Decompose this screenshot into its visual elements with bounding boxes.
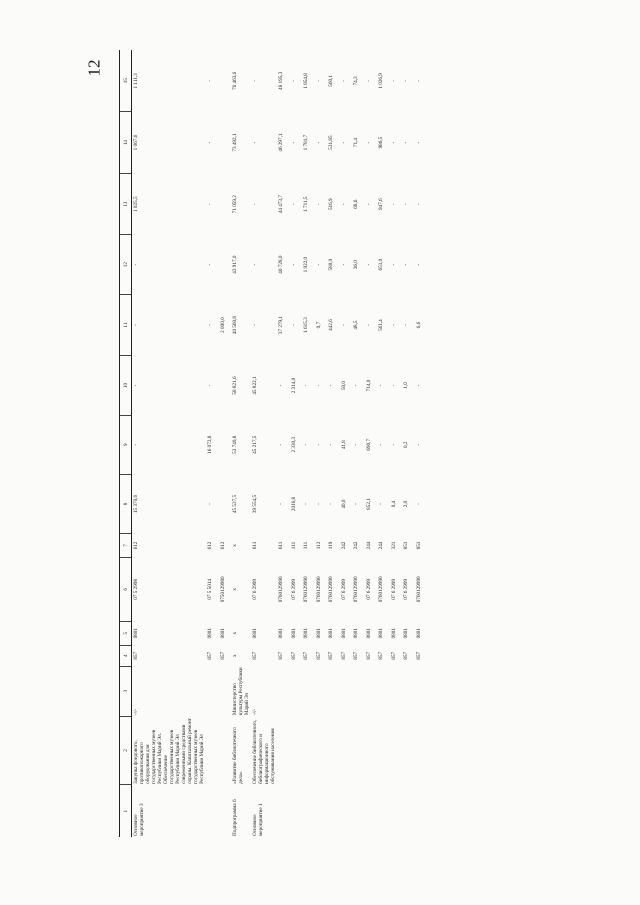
table-cell: 0750129980 xyxy=(219,576,226,603)
table-cell: 111 xyxy=(290,541,297,550)
table-cell: 857 xyxy=(403,651,409,660)
column-header: 6 xyxy=(120,557,132,621)
table-cell: - xyxy=(365,324,372,326)
table-cell: 857 xyxy=(278,651,284,660)
table-cell: - xyxy=(365,141,372,144)
table-cell xyxy=(290,785,303,837)
table-cell: 0801 xyxy=(378,628,384,639)
table-row xyxy=(377,50,390,837)
table-cell: 119 xyxy=(328,541,334,550)
table-cell: 48 195,3 xyxy=(278,71,284,90)
table-cell xyxy=(219,112,232,174)
table-cell: 44 473,7 xyxy=(278,195,284,214)
table-cell: - xyxy=(390,141,397,144)
table-cell: 690,7 xyxy=(365,438,372,451)
table-cell xyxy=(377,666,390,716)
table-cell: 0,2 xyxy=(403,441,409,448)
table-cell: 0760129990 xyxy=(415,576,422,603)
column-header: 12 xyxy=(120,235,132,294)
column-header: 10 xyxy=(120,356,132,415)
table-cell: 76 463,6 xyxy=(232,71,238,90)
table-row xyxy=(415,50,428,837)
table-cell: - xyxy=(365,80,372,82)
table-row xyxy=(365,50,378,837)
table-cell: 0801 xyxy=(207,628,213,639)
table-cell: 45 822,1 xyxy=(252,376,258,395)
table-cell: 07 6 2999 xyxy=(252,578,258,600)
table-cell: 0801 xyxy=(415,628,422,639)
table-cell xyxy=(206,716,219,785)
table-cell: 2 330,3 xyxy=(290,436,297,453)
table-cell: - xyxy=(207,263,213,266)
table-cell: Закупка фондового, противопожарного оборудования для государственных музеев Республики Марий Эл. Обеспечение государственных музеев Республики Марий Эл современными средствами охраны. Капитальный ремонт государственных музеев Республики Марий Эл xyxy=(133,718,205,784)
table-cell: 40 560,8 xyxy=(232,315,238,335)
table-cell: -//- xyxy=(252,708,258,716)
table-cell xyxy=(365,716,378,785)
column-header: 5 xyxy=(120,621,132,645)
table-row xyxy=(132,50,207,837)
table-cell: 0801 xyxy=(403,628,409,639)
table-cell xyxy=(206,785,219,837)
table-cell xyxy=(340,716,353,785)
table-cell: - xyxy=(252,141,258,144)
table-cell xyxy=(390,666,403,716)
table-cell: - xyxy=(133,443,139,446)
table-cell: - xyxy=(353,443,359,446)
table-cell: 0801 xyxy=(390,628,397,639)
table-row xyxy=(315,50,328,837)
table-cell: 112 xyxy=(315,541,322,550)
table-cell: 0801 xyxy=(133,628,139,639)
table-cell xyxy=(219,173,232,235)
table-row xyxy=(251,50,277,837)
table-cell xyxy=(365,666,378,716)
table-cell xyxy=(219,356,232,415)
table-cell xyxy=(277,666,290,716)
table-cell: 531,85 xyxy=(328,135,334,150)
table-cell: - xyxy=(390,263,397,266)
table-cell xyxy=(340,666,353,716)
table-cell: 37 279,1 xyxy=(278,315,284,335)
table-row xyxy=(206,50,219,837)
table-cell: 71 059,2 xyxy=(232,195,238,214)
column-header: 1 xyxy=(120,785,132,837)
table-cell: - xyxy=(415,503,422,505)
table-cell: 0760129990 xyxy=(278,576,284,603)
table-cell xyxy=(365,785,378,837)
table-cell: х xyxy=(232,544,238,547)
table-cell: - xyxy=(378,503,384,505)
table-cell: 07 5 5014 xyxy=(207,578,213,600)
table-cell: 857 xyxy=(415,651,422,660)
table-cell xyxy=(315,716,328,785)
table-cell: - xyxy=(390,203,397,206)
table-cell xyxy=(327,716,340,785)
table-cell xyxy=(352,716,365,785)
table-row xyxy=(219,50,232,837)
table-cell: - xyxy=(365,203,372,206)
table-cell: 852,1 xyxy=(365,498,372,510)
table-cell xyxy=(219,50,232,112)
table-cell: -//- xyxy=(133,708,139,716)
table-cell: 857 xyxy=(219,651,226,660)
table-row xyxy=(352,50,365,837)
table-cell xyxy=(315,785,328,837)
table-cell: 46 297,1 xyxy=(278,133,284,152)
table-cell: - xyxy=(290,324,297,326)
table-cell: - xyxy=(290,80,297,82)
column-header: 4 xyxy=(120,645,132,666)
table-cell: - xyxy=(252,263,258,266)
table-cell: - xyxy=(403,324,409,326)
table-cell: - xyxy=(328,503,334,505)
table-cell: - xyxy=(278,384,284,387)
table-cell: 6,6 xyxy=(415,321,422,329)
table-cell: 0801 xyxy=(219,628,226,639)
table-cell: 39 554,5 xyxy=(252,494,258,514)
table-cell: 857 xyxy=(328,651,334,660)
table-cell: - xyxy=(390,80,397,82)
table-cell: - xyxy=(133,263,139,266)
table-cell: 1 781,7 xyxy=(303,134,309,151)
table-cell: 07 6 2999 xyxy=(340,578,347,600)
table-cell: 68,6 xyxy=(353,199,359,209)
table-cell: 580,0 xyxy=(328,258,334,271)
table-row xyxy=(402,50,415,837)
table-cell: - xyxy=(328,443,334,446)
table-cell: - xyxy=(278,503,284,505)
table-cell xyxy=(315,666,328,716)
table-cell: - xyxy=(403,203,409,206)
table-cell xyxy=(415,785,428,837)
table-cell: - xyxy=(340,80,347,82)
table-cell: 321 xyxy=(390,541,397,550)
table-row xyxy=(290,50,303,837)
table-cell xyxy=(219,415,232,474)
table-cell: - xyxy=(315,443,322,446)
table-cell: Министерство культуры Республики Марий Эл xyxy=(232,667,250,716)
table-cell: - xyxy=(403,141,409,144)
table-cell: 0760129990 xyxy=(353,576,359,603)
table-cell: х xyxy=(232,654,238,657)
table-cell: Подпрограмма 6 xyxy=(232,799,238,836)
table-cell: 612 xyxy=(219,541,226,550)
table-cell: 74,3 xyxy=(353,76,359,86)
table-cell: 16 072,8 xyxy=(207,435,213,454)
table-cell: 611 xyxy=(278,541,284,550)
table-cell: 857 xyxy=(353,651,359,660)
table-cell: - xyxy=(340,141,347,144)
table-body xyxy=(132,50,428,837)
table-cell: 2 314,0 xyxy=(290,377,297,394)
budget-table xyxy=(119,50,427,837)
table-cell xyxy=(219,785,232,837)
table-cell: 1 111,3 xyxy=(133,73,139,89)
table-cell: 857 xyxy=(290,651,297,660)
table-cell xyxy=(219,716,232,785)
table-cell: х xyxy=(232,631,238,635)
table-cell: 2016,8 xyxy=(290,496,297,512)
table-cell: - xyxy=(207,203,213,206)
table-cell xyxy=(302,785,315,837)
table-cell: 111 xyxy=(303,541,309,550)
table-cell xyxy=(290,666,303,716)
table-cell: - xyxy=(315,503,322,505)
table-cell: 986,5 xyxy=(378,136,384,149)
table-cell: - xyxy=(315,384,322,387)
table-cell xyxy=(415,716,428,785)
table-cell: 244 xyxy=(378,541,384,550)
table-cell: 1 711,5 xyxy=(303,196,309,212)
table-cell: 651,0 xyxy=(378,258,384,271)
table-cell: - xyxy=(340,203,347,206)
table-cell xyxy=(277,716,290,785)
table-cell: - xyxy=(415,80,422,82)
table-cell: 1 026,9 xyxy=(378,73,384,89)
table-cell: 1 615,3 xyxy=(303,317,309,333)
table-cell: - xyxy=(315,263,322,266)
table-cell: 242 xyxy=(353,541,359,550)
table-cell xyxy=(390,785,403,837)
table-cell: - xyxy=(290,263,297,266)
table-cell: - xyxy=(403,80,409,82)
table-cell: 0,4 xyxy=(390,500,397,508)
table-cell: 0760129990 xyxy=(315,576,322,603)
table-row xyxy=(231,50,251,837)
table-cell: - xyxy=(415,384,422,387)
table-cell: 0801 xyxy=(340,628,347,639)
table-cell: - xyxy=(252,203,258,206)
table-cell: 48,5 xyxy=(353,320,359,330)
table-cell xyxy=(302,716,315,785)
table-cell: - xyxy=(278,443,284,446)
table-cell: 857 xyxy=(303,651,309,660)
table-cell: - xyxy=(415,263,422,266)
table-cell: 0801 xyxy=(328,628,334,639)
table-cell: - xyxy=(207,141,213,144)
table-cell: - xyxy=(403,263,409,266)
table-cell: 2 000,0 xyxy=(219,317,226,333)
table-cell: 0760129990 xyxy=(328,576,334,603)
table-cell: 0801 xyxy=(303,628,309,639)
table-cell: - xyxy=(390,384,397,387)
table-cell: 15 370,6 xyxy=(133,494,139,514)
table-cell: - xyxy=(252,324,258,326)
table-cell xyxy=(277,785,290,837)
table-cell xyxy=(402,785,415,837)
table-cell: 857 xyxy=(252,651,258,660)
column-header: 7 xyxy=(120,534,132,558)
table-cell: 53 740,8 xyxy=(232,435,238,454)
table-cell: - xyxy=(353,503,359,505)
table-cell: 45 537,5 xyxy=(232,494,238,514)
column-header: 8 xyxy=(120,474,132,533)
table-cell: - xyxy=(315,203,322,206)
column-header: 3 xyxy=(120,666,132,716)
table-cell: 58 821,6 xyxy=(232,376,238,395)
table-row xyxy=(327,50,340,837)
table-cell: 43 917,0 xyxy=(232,255,238,274)
table-cell: 244 xyxy=(365,541,372,550)
page-number: 12 xyxy=(84,59,104,77)
table-cell xyxy=(302,666,315,716)
table-cell xyxy=(290,716,303,785)
table-cell xyxy=(327,666,340,716)
table-cell: 857 xyxy=(207,651,213,660)
table-cell: - xyxy=(207,80,213,82)
table-cell: - xyxy=(340,263,347,266)
table-cell: - xyxy=(378,384,384,387)
table-cell: 40,0 xyxy=(340,499,347,509)
table-cell: 851 xyxy=(403,541,409,550)
table-cell: 857 xyxy=(390,651,397,660)
column-header: 14 xyxy=(120,112,132,174)
table-cell: 612 xyxy=(133,541,139,550)
table-cell: Обеспечение библиотечного, библиографического и информационного обслуживания населения xyxy=(252,719,276,784)
column-header: 9 xyxy=(120,415,132,474)
table-cell xyxy=(415,666,428,716)
table-cell: 0760129990 xyxy=(303,576,309,603)
table-cell: 07 5 2998 xyxy=(133,578,139,600)
table-cell xyxy=(327,785,340,837)
table-cell: 442,6 xyxy=(328,319,334,331)
table-cell: 40 728,0 xyxy=(278,255,284,274)
table-cell xyxy=(352,666,365,716)
table-cell: Основное мероприятие 3 xyxy=(133,803,145,836)
table-cell: - xyxy=(315,141,322,144)
table-cell xyxy=(402,666,415,716)
table-cell: 611 xyxy=(252,541,258,550)
table-cell xyxy=(219,235,232,294)
table-cell: «Развитие библиотечного дела» xyxy=(232,727,244,784)
table-cell: 1,0 xyxy=(403,382,409,389)
table-cell: 0801 xyxy=(365,628,372,639)
column-header: 11 xyxy=(120,294,132,356)
table-cell: - xyxy=(303,384,309,387)
table-cell: 2,0 xyxy=(403,500,409,508)
column-header: 15 xyxy=(120,50,132,112)
table-cell: 07 6 2999 xyxy=(403,578,409,600)
table-cell xyxy=(219,474,232,533)
table-cell: - xyxy=(133,324,139,326)
table-cell: - xyxy=(207,503,213,505)
table-cell: - xyxy=(365,263,372,266)
table-cell: 0801 xyxy=(278,628,284,639)
table-cell: - xyxy=(303,503,309,505)
table-cell xyxy=(402,716,415,785)
table-cell: - xyxy=(290,141,297,144)
table-cell: 0801 xyxy=(290,628,297,639)
table-cell: 0801 xyxy=(315,628,322,639)
table-cell: 0760129990 xyxy=(378,576,384,603)
table-cell: 560,1 xyxy=(328,75,334,87)
table-cell: 242 xyxy=(340,541,347,550)
table-cell xyxy=(219,666,232,716)
table-row xyxy=(390,50,403,837)
table-cell xyxy=(377,716,390,785)
table-cell: - xyxy=(315,80,322,82)
table-cell: 561,4 xyxy=(378,319,384,331)
table-cell: - xyxy=(252,80,258,82)
header-row xyxy=(120,50,132,837)
table-cell: - xyxy=(415,141,422,144)
table-cell: 73 492,1 xyxy=(232,133,238,152)
table-cell: - xyxy=(415,443,422,446)
table-cell: - xyxy=(378,443,384,446)
table-cell: 36,0 xyxy=(353,260,359,270)
column-header: 2 xyxy=(120,716,132,785)
table-row xyxy=(302,50,315,837)
table-cell: 71,4 xyxy=(353,138,359,148)
table-cell: 1 025,5 xyxy=(133,196,139,212)
table-cell: 516,9 xyxy=(328,198,334,211)
table-cell: - xyxy=(390,324,397,326)
table-cell: - xyxy=(207,324,213,326)
table-cell: 857 xyxy=(365,651,372,660)
table-cell: - xyxy=(415,203,422,206)
table-cell: - xyxy=(390,443,397,446)
table-cell: 947,6 xyxy=(378,198,384,211)
table-cell: 1 854,8 xyxy=(303,73,309,89)
table-row xyxy=(340,50,353,837)
table-cell: 857 xyxy=(340,651,347,660)
table-cell: 851 xyxy=(415,541,422,550)
table-cell: х xyxy=(232,588,238,591)
table-cell: 857 xyxy=(378,651,384,660)
table-cell: - xyxy=(133,384,139,387)
table-cell: 714,0 xyxy=(365,379,372,392)
table-cell: - xyxy=(340,324,347,326)
table-cell: 07 6 2999 xyxy=(365,578,372,600)
table-cell xyxy=(340,785,353,837)
table-cell: - xyxy=(303,443,309,446)
table-cell: 1 067,6 xyxy=(133,134,139,151)
table-cell: 1 922,0 xyxy=(303,256,309,273)
table-cell: 0801 xyxy=(353,628,359,639)
table-cell: Основное мероприятие 1 xyxy=(252,803,264,836)
table-cell: 45 217,5 xyxy=(252,435,258,454)
table-cell: 857 xyxy=(315,651,322,660)
table-cell: 857 xyxy=(133,651,139,660)
table-cell xyxy=(377,785,390,837)
table-cell: 07 6 2999 xyxy=(290,578,297,600)
table-cell xyxy=(352,785,365,837)
table-cell xyxy=(206,666,219,716)
column-header: 13 xyxy=(120,173,132,235)
table-cell xyxy=(390,716,403,785)
table-cell: - xyxy=(353,384,359,387)
table-cell: 07 6 2999 xyxy=(390,578,397,600)
table-cell: - xyxy=(207,384,213,387)
table-row xyxy=(277,50,290,837)
table-cell: 41,8 xyxy=(340,440,347,450)
table-cell: 612 xyxy=(207,541,213,550)
table-cell: 0,7 xyxy=(315,321,322,329)
table-cell: 50,0 xyxy=(340,380,347,391)
rotated-table-container xyxy=(119,50,587,837)
table-cell: - xyxy=(290,203,297,206)
table-cell: - xyxy=(328,384,334,387)
table-cell: 0801 xyxy=(252,628,258,639)
